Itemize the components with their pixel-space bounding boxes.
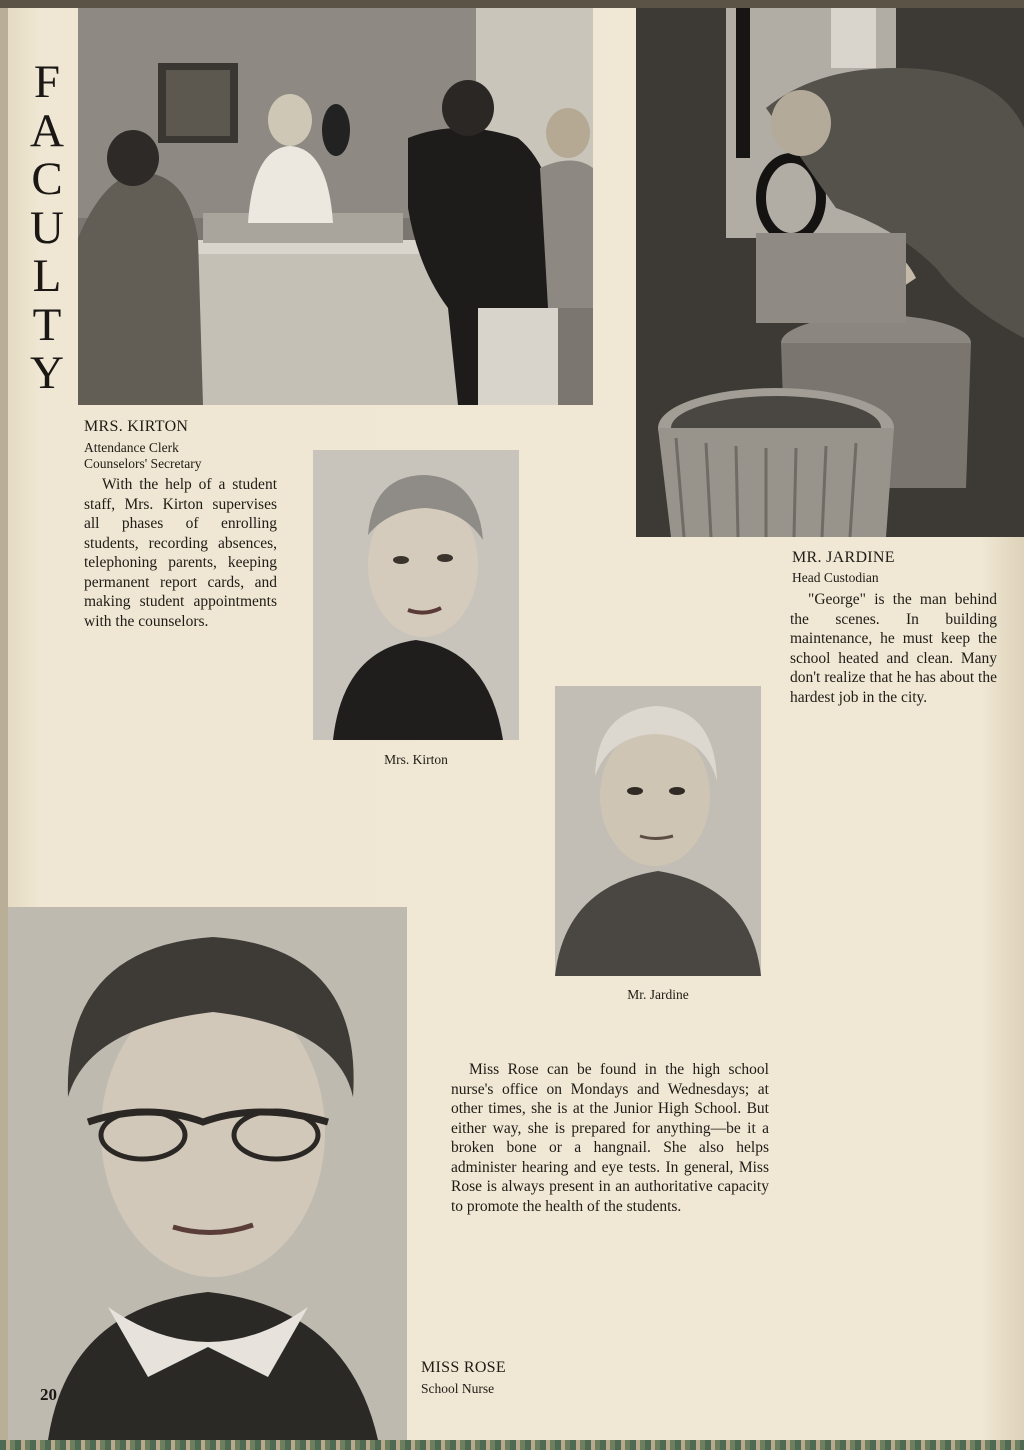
rose-name: MISS ROSE [421, 1359, 506, 1376]
kirton-portrait [313, 450, 519, 740]
jardine-name: MR. JARDINE [792, 549, 895, 566]
page-number: 20 [40, 1385, 57, 1404]
custodian-scene-illustration [636, 8, 1024, 537]
page-top-edge [0, 0, 1024, 8]
jardine-portrait-illustration [555, 686, 761, 976]
rose-description: Miss Rose can be found in the high school nurse's office on Mondays and Wednesdays; at other times, she is at the Junior High School. But either way, she is prepared for anything—be it a broken bone or a hangnail. She also helps administer hearing and eye tests. In general, Miss Rose is always present in an authoritative capacity to promote the health of the students. [451, 1061, 769, 1215]
jardine-description: "George" is the man behind the scenes. In building maintenance, he must keep the school heated and clean. Many don't realize that he has about the hardest job in the city. [790, 591, 997, 706]
kirton-portrait-label: Mrs. Kirton [384, 752, 448, 767]
office-counter-photo [78, 8, 593, 405]
rose-role: School Nurse [421, 1381, 495, 1396]
kirton-name: MRS. KIRTON [84, 418, 189, 435]
kirton-portrait-illustration [313, 450, 519, 740]
page-binding-strip [0, 8, 8, 1440]
jardine-role: Head Custodian [792, 570, 879, 585]
kirton-description: With the help of a student staff, Mrs. Kirton supervises all phases of enrolling students, recording absences, telephoning parents, keeping permanent report cards, and making student appointments with the counselors. [84, 476, 277, 630]
faculty-heading [22, 58, 72, 398]
rose-portrait [8, 907, 407, 1440]
heading-letter: A [30, 104, 64, 157]
office-scene-illustration [78, 8, 593, 405]
kirton-role-attendance: Attendance Clerk [84, 440, 179, 455]
heading-letter: L [32, 250, 62, 302]
heading-letter: F [33, 56, 61, 108]
heading-letter: T [32, 298, 62, 351]
heading-letter: C [31, 153, 63, 205]
kirton-role-secretary: Counselors' Secretary [84, 456, 202, 471]
heading-letter: U [30, 201, 64, 254]
jardine-portrait [555, 686, 761, 976]
rose-portrait-illustration [8, 907, 407, 1440]
heading-letter: Y [30, 347, 64, 399]
custodian-photo [636, 8, 1024, 537]
jardine-portrait-label: Mr. Jardine [627, 987, 689, 1002]
page-bottom-edge [0, 1440, 1024, 1450]
